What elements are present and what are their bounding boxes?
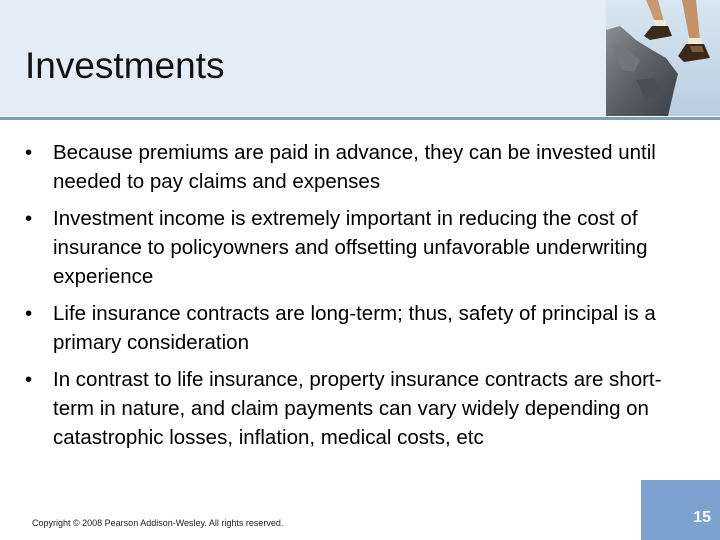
bullet-text: In contrast to life insurance, property insurance contracts are short-term in nature, and claim payments can vary widely depending on catastrophic losses, inflation, medical costs, etc (53, 368, 662, 449)
bullet-marker: • (25, 368, 33, 391)
hiker-climbing-rock-photo (606, 0, 720, 116)
bullet-list (25, 138, 685, 460)
bullet-item (25, 299, 685, 357)
copyright-notice: Copyright © 2008 Pearson Addison-Wesley. All rights reserved. (32, 518, 284, 528)
bullet-text: Investment income is extremely important in reducing the cost of insurance to policyowners and offsetting unfavorable underwriting experience (53, 207, 648, 288)
bullet-marker: • (25, 302, 33, 325)
bullet-marker: • (25, 141, 33, 164)
header-divider (0, 117, 720, 120)
bullet-marker: • (25, 207, 33, 230)
bullet-item (25, 204, 685, 291)
bullet-item (25, 138, 685, 196)
bullet-text: Life insurance contracts are long-term; thus, safety of principal is a primary consideration (53, 302, 656, 354)
bullet-text: Because premiums are paid in advance, they can be invested until needed to pay claims and expenses (53, 141, 656, 193)
slide-title: Investments (25, 45, 225, 86)
page-number: 15 (693, 509, 711, 526)
bullet-item (25, 365, 685, 452)
